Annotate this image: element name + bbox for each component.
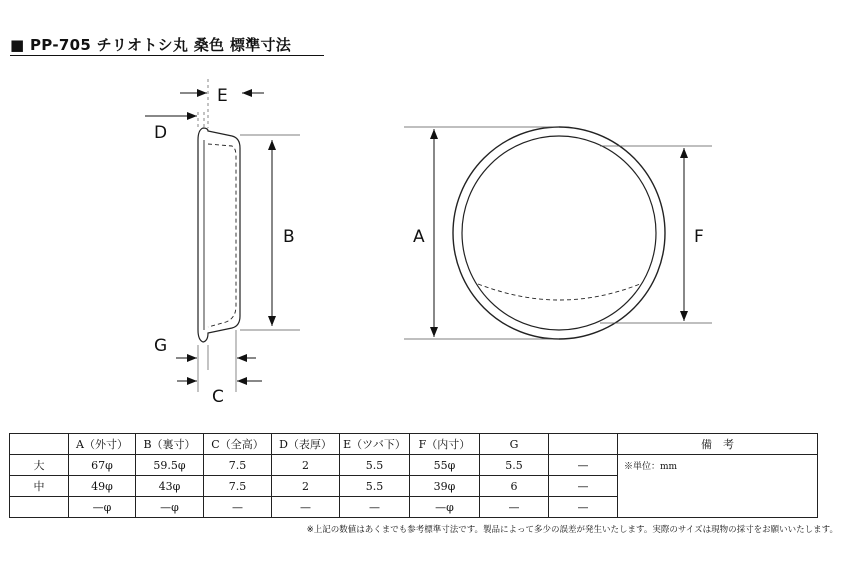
cell: —φ [69,497,136,518]
cell: —φ [410,497,480,518]
cell: — [340,497,410,518]
label-e: E [217,86,228,106]
page-title: ■ PP-705 チリオトシ丸 桑色 標準寸法 [10,36,292,54]
cell: 55φ [410,455,480,476]
cell: 2 [272,455,340,476]
cell: 7.5 [204,476,272,497]
header-cell: F（内寸） [410,434,480,455]
cell: — [549,455,618,476]
table-header-row [10,434,818,455]
cell: — [272,497,340,518]
cell: 5.5 [340,455,410,476]
cell: 2 [272,476,340,497]
header-cell: G [480,434,549,455]
remarks-cell: ※単位：mm [618,455,818,518]
cell: — [204,497,272,518]
label-a: A [413,227,425,247]
front-view [453,127,665,339]
header-cell [10,434,69,455]
label-d: D [154,123,168,143]
cell: — [549,497,618,518]
front-extension-lines [404,127,712,339]
header-cell: D（表厚） [272,434,340,455]
label-b: B [283,227,295,247]
cell: 6 [480,476,549,497]
cell: 5.5 [340,476,410,497]
row-size-label [10,497,69,518]
header-cell: E（ツバ下） [340,434,410,455]
cell: 5.5 [480,455,549,476]
row-size-label: 大 [10,455,69,476]
row-size-label: 中 [10,476,69,497]
cell: 43φ [136,476,204,497]
header-cell: A（外寸） [69,434,136,455]
header-cell: C（全高） [204,434,272,455]
header-cell: B（裏寸） [136,434,204,455]
spec-table [9,433,818,518]
cell: — [549,476,618,497]
cell: —φ [136,497,204,518]
cell: 7.5 [204,455,272,476]
cell: — [480,497,549,518]
label-g: G [154,336,168,356]
label-f: F [694,227,704,247]
header-cell-remarks: 備 考 [618,434,818,455]
header-cell [549,434,618,455]
footnote: ※上記の数値はあくまでも参考標準寸法です。製品によって多少の誤差が発生いたします。実際のサイズは現物の採寸をお願いいたします。 [306,525,838,535]
side-view [198,128,240,342]
cell: 49φ [69,476,136,497]
label-c: C [212,387,224,407]
cell: 67φ [69,455,136,476]
cell: 39φ [410,476,480,497]
cell: 59.5φ [136,455,204,476]
table-row [10,455,818,476]
